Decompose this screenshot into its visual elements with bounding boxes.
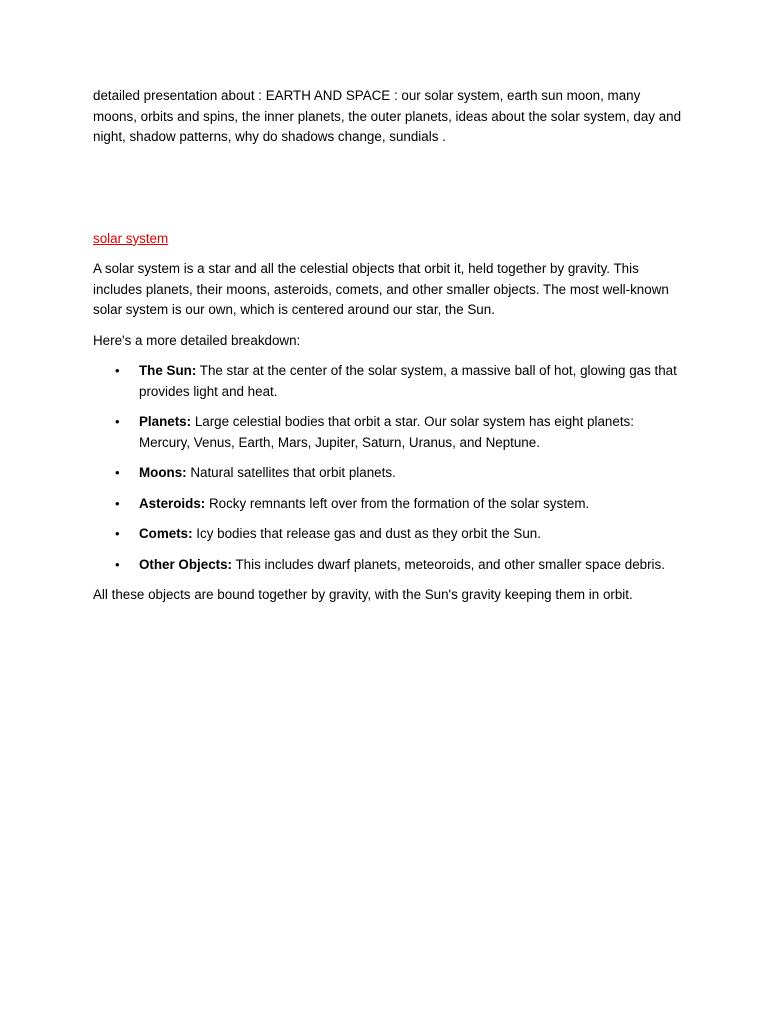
list-item-text: This includes dwarf planets, meteoroids, and other smaller space debris.: [232, 556, 665, 572]
section-heading: solar system: [93, 230, 169, 246]
list-item-text: Rocky remnants left over from the formation of the solar system.: [205, 495, 590, 511]
list-item-text: Icy bodies that release gas and dust as they orbit the Sun.: [192, 526, 541, 541]
bullet-icon: •: [115, 465, 120, 480]
list-item-other-objects: [93, 555, 683, 576]
breakdown-list: [93, 361, 683, 575]
document-page: [93, 86, 683, 616]
list-item-comets: [93, 524, 683, 545]
list-item-text: Large celestial bodies that orbit a star. Our solar system has eight planets: Mercury, Venus, Earth, Mars, Jupiter, Saturn, Uranus, and Neptune.: [139, 414, 634, 450]
breakdown-intro: Here's a more detailed breakdown:: [93, 332, 301, 348]
list-item-moons: [93, 463, 683, 484]
bullet-icon: •: [115, 363, 120, 378]
bullet-icon: •: [115, 526, 120, 541]
conclusion-paragraph: All these objects are bound together by gravity, with the Sun's gravity keeping them in orbit.: [93, 587, 633, 602]
bullet-icon: •: [115, 495, 120, 511]
list-item-term: Moons:: [139, 465, 187, 480]
list-item-term: Asteroids:: [139, 495, 206, 511]
intro-paragraph: detailed presentation about : EARTH AND SPACE : our solar system, earth sun moon, many moons, orbits and spins, the inner planets, the outer planets, ideas about the solar system, day and night, shadow patterns, why do shadows change, sundials .: [93, 88, 682, 144]
bullet-icon: •: [115, 414, 120, 429]
list-item-term: Comets:: [139, 526, 193, 541]
list-item-text: The star at the center of the solar system, a massive ball of hot, glowing gas that provides light and heat.: [139, 363, 677, 399]
list-item-text: Natural satellites that orbit planets.: [186, 465, 396, 480]
list-item-planets: [93, 412, 683, 453]
list-item-asteroids: [93, 494, 683, 515]
bullet-icon: •: [115, 556, 120, 572]
list-item-sun: [93, 361, 683, 402]
definition-paragraph: A solar system is a star and all the celestial objects that orbit it, held together by gravity. This includes planets, their moons, asteroids, comets, and other smaller objects. The most well-known solar system is our own, which is centered around our star, the Sun.: [93, 261, 669, 317]
list-item-term: Other Objects:: [139, 556, 233, 572]
list-item-term: Planets:: [139, 414, 192, 429]
list-item-term: The Sun:: [139, 363, 197, 378]
